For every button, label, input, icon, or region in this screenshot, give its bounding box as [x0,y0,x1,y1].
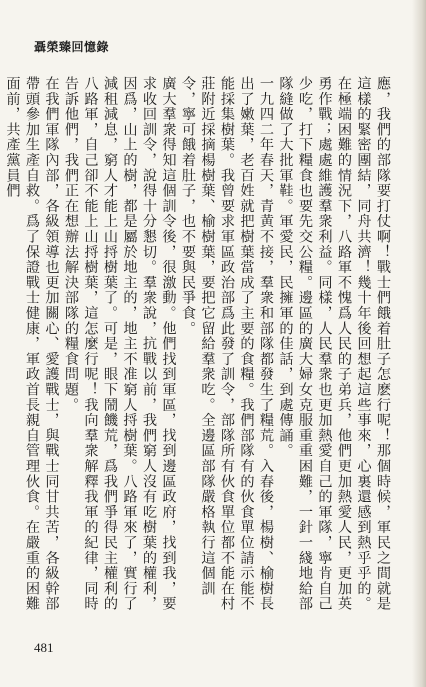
paragraph-3: 廣大羣衆得知這個訓令後，很激動。他們找到軍區，找到邊區政府，找到我，要求收回訓令，說得十分懇切。羣衆說，抗戰以前，我們窮人沒有吃樹葉的權利，因爲，山上的樹，都是屬於地主的，地主不准窮人捋樹葉。八路軍來了，實行了減租減息，窮人才能上山捋樹葉了。可是，眼下鬧饑荒，爲我們爭得民主權利的八路軍，自己卻不能上山捋樹葉，這怎麼行呢！我向羣衆解釋我軍的紀律，同時告訴他們，我們正在想辦法解決部隊的糧食問題。 [63,76,177,612]
paragraph-4: 在我們軍隊內部，各級領導也更加關心、愛護戰士，與戰士同甘共苦，各級幹部帶頭參加生產自救。爲了保證戰士健康，軍政首長親自管理伙食。在嚴重的困難面前，共產黨員們 [4,76,60,612]
page-number: 481 [34,640,54,655]
paragraph-2: 一九四二年春天，青黄不接，羣衆和部隊都發生了糧荒。入春後，楊樹、榆樹長出了嫩葉，老百姓就把樹葉當成了主要的食糧。我們部隊有的伙食單位請示能不能採集樹葉。我曾要求軍區政治部爲此發了訓令，部隊所有伙食單位都不能在村莊附近採摘楊樹葉、榆樹葉，要把它留給羣衆吃。全邊區部隊嚴格執行這個訓令，寧可餓着肚子，也不要與民爭食。 [180,76,274,612]
paragraph-1: 應，我們的部隊要打仗啊！戰士們餓着肚子怎麽行呢！那個時候，軍民之間就是這樣的緊密團結，同舟共濟！幾十年後回想起這些事來，心裏還感到熱乎乎的。在極端困難的情況下，八路軍不愧爲人民的子弟兵，他們更加熱愛人民，更加英勇作戰；處處維護羣衆利益。同樣，人民羣衆也更加熱愛自己的軍隊，寧肯自己少吃，打下糧食也要先交公糧。邊區的廣大婦女克服重重困難，一針一綫地給部隊縫做了大批軍鞋。軍愛民，民擁軍的佳話，到處傳誦。 [277,76,391,612]
body-text [4,76,392,616]
page-edge [412,0,426,687]
running-header: 聶榮臻回憶錄 [34,40,110,54]
